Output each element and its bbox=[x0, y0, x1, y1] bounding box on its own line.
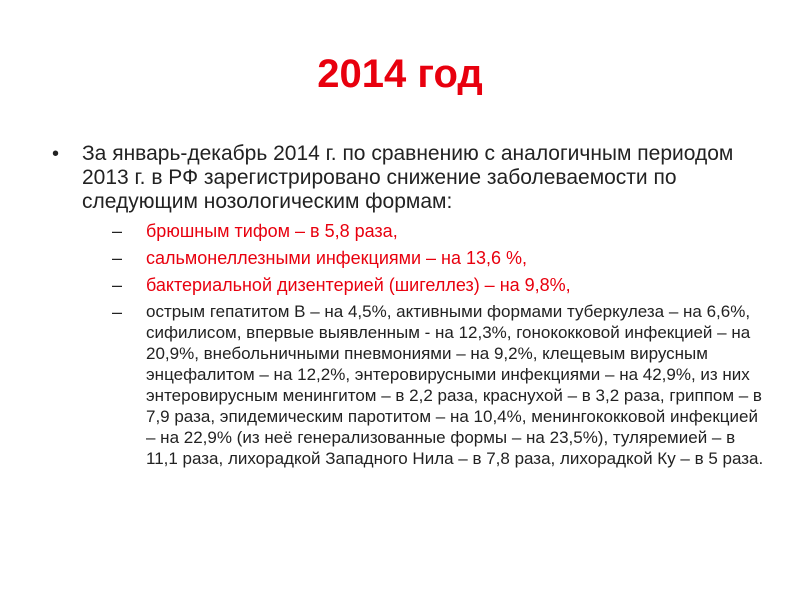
sub-item-text: сальмонеллезными инфекциями – на 13,6 %, bbox=[146, 248, 528, 268]
dash-icon: – bbox=[112, 302, 123, 322]
main-bullet bbox=[52, 142, 764, 474]
main-bullet-content bbox=[82, 142, 766, 474]
bullet-icon: • bbox=[52, 143, 60, 165]
dash-icon: – bbox=[112, 221, 123, 241]
dash-icon: – bbox=[112, 275, 123, 295]
intro-text: За январь-декабрь 2014 г. по сравнению с аналогичным периодом 2013 г. в РФ зарегистрировано снижение заболеваемости по следующим нозологическим формам: bbox=[82, 142, 734, 213]
list-item bbox=[82, 220, 766, 242]
sub-item-text: острым гепатитом В – на 4,5%, активными формами туберкулеза – на 6,6%, сифилисом, впервые выявленным - на 12,3%, гонококковой инфекцией – на 20,9%, внебольничными пневмониями – на 9,2%, клещевым вирусным энцефалитом – на 12,2%, энтеровирусными инфекциями – на 42,9%, из них энтеровирусным менингитом – в 2,2 раза, краснухой – в 3,2 раза, гриппом – в 7,9 раза, эпидемическим паротитом – на 10,4%, менингококковой инфекцией – на 22,9% (из неё генерализованные формы – на 23,5%), туляремией – в 11,1 раза, лихорадкой Западного Нила – в 7,8 раза, лихорадкой Ку – в 5 раза. bbox=[146, 302, 764, 468]
slide-title: 2014 год bbox=[317, 52, 483, 96]
slide-body bbox=[52, 142, 764, 474]
sub-item-text: бактериальной дизентерией (шигеллез) – на 9,8%, bbox=[146, 275, 571, 295]
sub-item-text: брюшным тифом – в 5,8 раза, bbox=[146, 221, 398, 241]
list-item bbox=[82, 247, 766, 269]
list-item bbox=[82, 274, 766, 296]
dash-icon: – bbox=[112, 248, 123, 268]
list-item bbox=[82, 301, 766, 469]
sub-list bbox=[82, 220, 766, 469]
